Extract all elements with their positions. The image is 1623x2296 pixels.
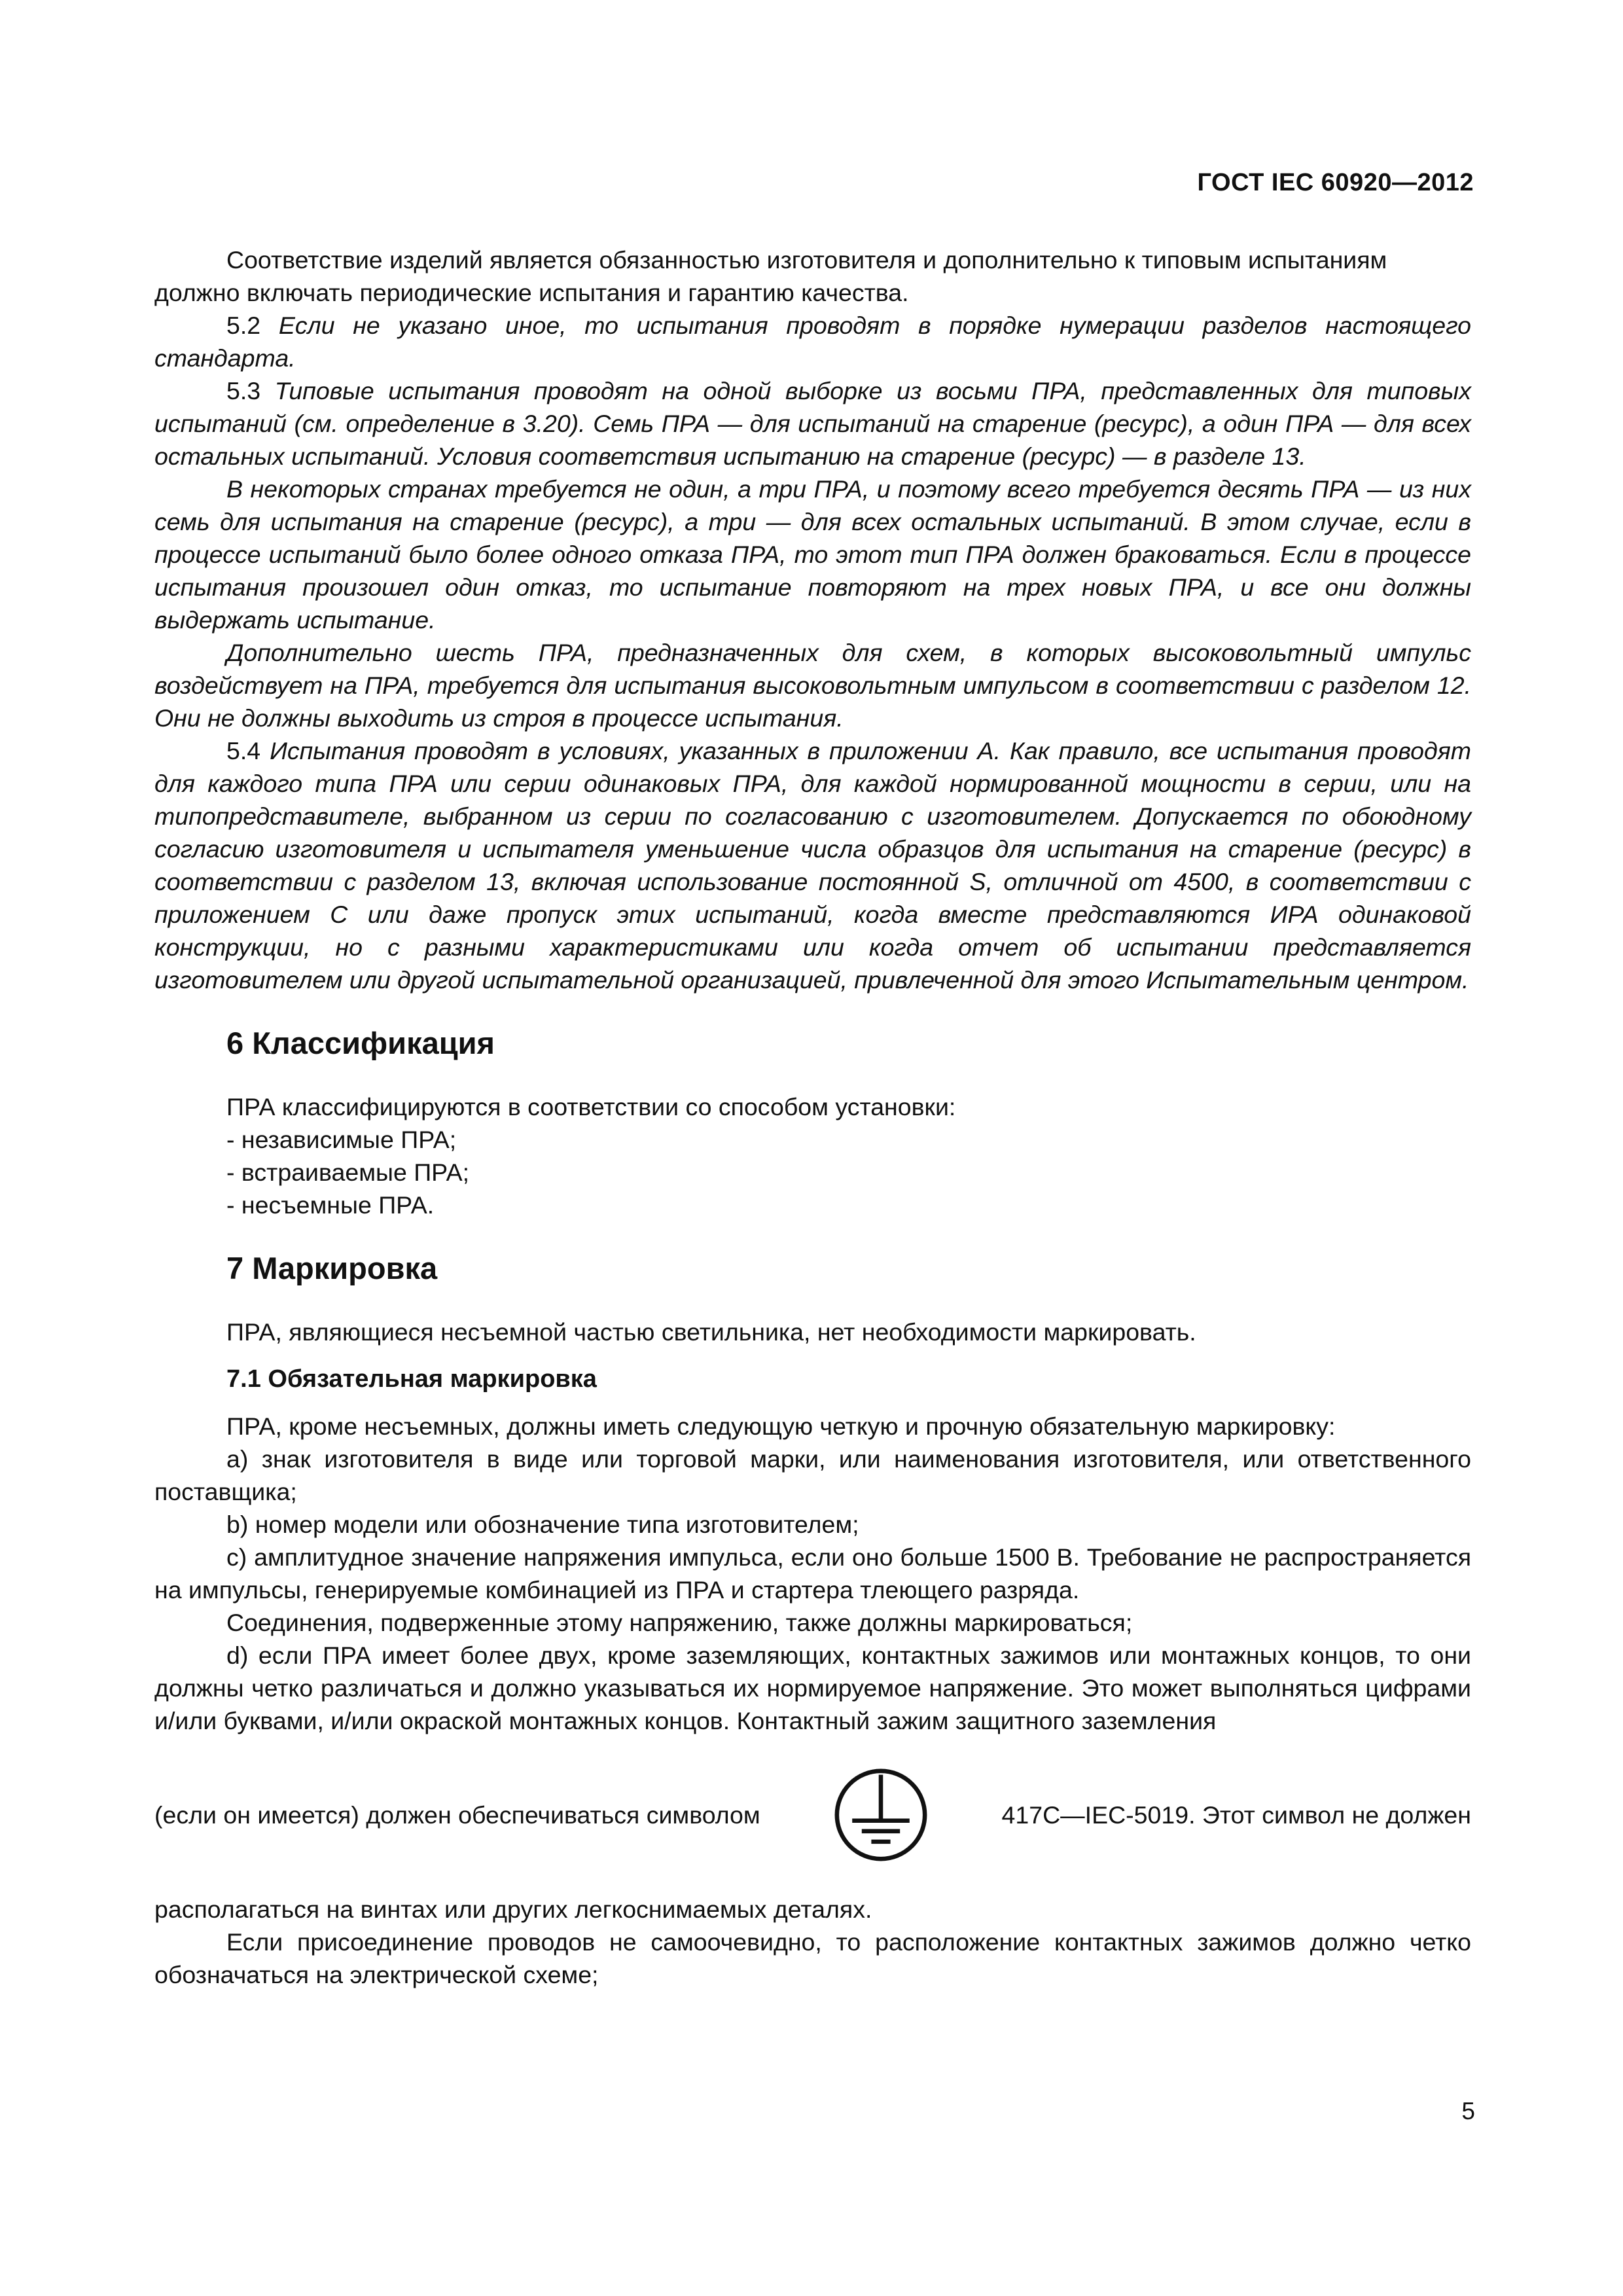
section-7-heading: 7 Маркировка [226, 1251, 438, 1285]
classification-intro: ПРА классифицируются в соответствии со способом установки: [226, 1093, 956, 1121]
clause-5-4 [154, 734, 1471, 996]
classification-item-built-in: - встраиваемые ПРА; [226, 1158, 470, 1186]
clause-5-2-text: Если не указано иное, то испытания проводят в порядке нумерации разделов настоящего стандарта. [154, 312, 1471, 372]
clause-5-3-countries-note: В некоторых странах требуется не один, а три ПРА, и поэтому всего требуется десять ПРА — из них семь для испытания на старение (ресурс), а три — для всех остальных испытаний. В этом случае, если в процессе испытаний было более одного отказа ПРА, то этот тип ПРА должен браковаться. Если в процессе испытания произошел один отказ, то испытание повторяют на трех новых ПРА, и все они должны выдержать испытание. [154, 475, 1471, 634]
marking-item-c: с) амплитудное значение напряжения импульса, если оно больше 1500 В. Требование не распространяется на импульсы, генерируемые комбинацией из ПРА и стартера тлеющего разряда. [154, 1543, 1471, 1604]
clause-5-4-text: Испытания проводят в условиях, указанных в приложении А. Как правило, все испытания проводят для каждого типа ПРА или серии одинаковых ПРА, для каждой нормированной мощности в серии, или на типопредставителе, выбранном из серии по согласованию с изготовителем. Допускается по обоюдному согласию изготовителя и испытателя уменьшение числа образцов для испытания на старение (ресурс) в соответствии с разделом 13, включая использование постоянной S, отличной от 4500, в соответствии с приложением С или даже пропуск этих испытаний, когда вместе представляются ИРА одинаковой конструкции, но с разными характеристиками или когда отчет об испытании представляется изготовителем или другой испытательной организацией, привлеченной для этого Испытательным центром. [154, 737, 1471, 994]
symbol-text-left: (если он имеется) должен обеспечиваться символом [154, 1801, 760, 1829]
section5-paragraph-conformity-cont [154, 276, 1471, 309]
marking-item-d: d) если ПРА имеет более двух, кроме заземляющих, контактных зажимов или монтажных концов, то они должны четко различаться и должно указываться их нормируемое напряжение. Это может выполняться цифрами и/или буквами, и/или окраской монтажных концов. Контактный зажим защитного заземления [154, 1641, 1471, 1734]
clause-5-3-number: 5.3 [226, 377, 275, 404]
wiring-note: Если присоединение проводов не самоочевидно, то расположение контактных зажимов должно четко обозначаться на электрической схеме; [154, 1928, 1471, 1988]
clause-5-3-additional-note: Дополнительно шесть ПРА, предназначенных для схем, в которых высоковольтный импульс воздействует на ПРА, требуется для испытания высоковольтным импульсом в соответствии с разделом 12. Они не должны выходить из строя в процессе испытания. [154, 639, 1471, 732]
connections-note: Соединения, подверженные этому напряжению, также должны маркироваться; [226, 1609, 1133, 1636]
clause-5-2 [154, 309, 1471, 374]
clause-5-3 [154, 374, 1471, 473]
symbol-text-right: 417С—IEC-5019. Этот символ не должен [1001, 1801, 1471, 1829]
clause-5-2-number: 5.2 [226, 312, 279, 339]
earth-symbol-line [154, 1766, 1471, 1864]
clause-7-1-heading: 7.1 Обязательная маркировка [226, 1365, 597, 1393]
clause-5-3-text: Типовые испытания проводят на одной выборке из восьми ПРА, представленных для типовых испытаний (см. определение в 3.20). Семь ПРА — для испытаний на старение (ресурс), а один ПРА — для всех остальных испытаний. Условия соответствия испытанию на старение (ресурс) — в разделе 13. [154, 377, 1471, 470]
classification-item-independent: - независимые ПРА; [226, 1126, 457, 1153]
page-content [154, 243, 1471, 1991]
symbol-placement-note: располагаться на винтах или других легкоснимаемых деталях. [154, 1895, 872, 1923]
conformity-line-1: Соответствие изделий является обязанностью изготовителя и дополнительно к типовым испытаниям [226, 246, 1387, 274]
mandatory-marking-intro: ПРА, кроме несъемных, должны иметь следующую четкую и прочную обязательную маркировку: [226, 1412, 1336, 1440]
marking-intro: ПРА, являющиеся несъемной частью светильника, нет необходимости маркировать. [226, 1318, 1196, 1346]
section-6-heading: 6 Классификация [226, 1026, 495, 1060]
marking-item-b: b) номер модели или обозначение типа изготовителем; [226, 1511, 859, 1538]
clause-5-4-number: 5.4 [226, 737, 270, 764]
section5-paragraph-conformity [154, 243, 1471, 276]
marking-item-a: а) знак изготовителя в виде или торговой марки, или наименования изготовителя, или ответственного поставщика; [154, 1445, 1471, 1505]
document-code: ГОСТ IEC 60920—2012 [1197, 169, 1474, 196]
protective-earth-icon [833, 1767, 929, 1863]
classification-item-integral: - несъемные ПРА. [226, 1191, 435, 1219]
page-number: 5 [1461, 2098, 1475, 2125]
conformity-line-2: должно включать периодические испытания и гарантию качества. [154, 279, 909, 306]
